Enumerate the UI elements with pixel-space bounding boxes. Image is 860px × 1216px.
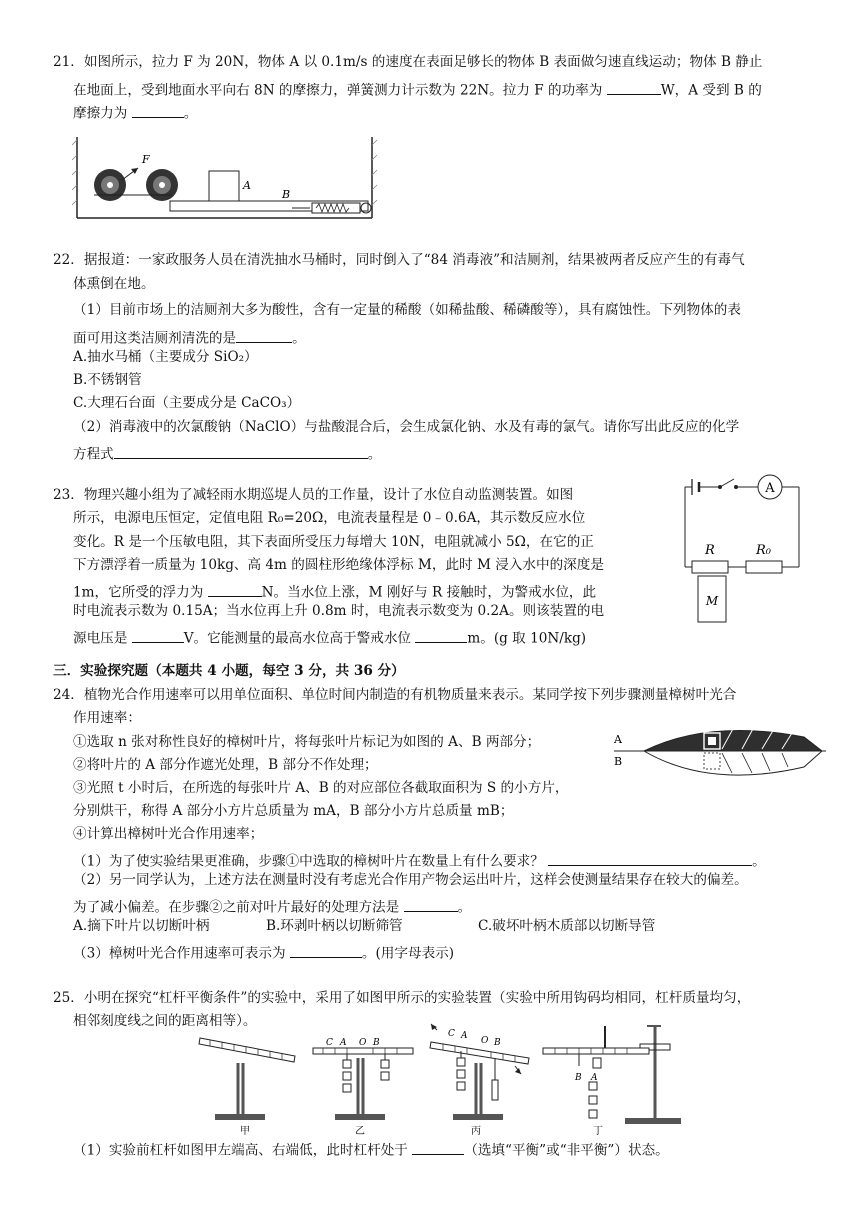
yi-label-A: A: [340, 1038, 347, 1048]
q23-line4: 下方漂浮着一质量为 10kg、高 4m 的圆柱形绝缘体浮标 M，此时 M 浸入水中的深度是: [73, 557, 604, 573]
q21-label-A: A: [243, 179, 251, 192]
q22-line8: （2）消毒液中的次氯酸钠（NaClO）与盐酸混合后，会生成氯化钠、水及有毒的氯气。请你写出此反应的化学: [73, 419, 740, 435]
q25-lever-figure: [195, 1018, 685, 1136]
q23-line5-text: 1m，它所受的浮力为: [73, 584, 204, 601]
lever-yi: [313, 1038, 413, 1136]
bing-label-A: A: [461, 1031, 468, 1041]
bing-label-C: C: [448, 1029, 455, 1039]
q21-line3-text: 摩擦力为: [73, 105, 128, 122]
q24-part3-text: （3）樟树叶光合作用速率可表示为: [73, 945, 286, 962]
q23-line5-tail: N。当水位上涨，M 刚好与 R 接触时，为警戒水位，此: [261, 584, 597, 601]
q22-answer-blank-1[interactable]: [236, 328, 292, 343]
q21-label-B: B: [282, 188, 291, 201]
q22-line4: [73, 328, 306, 346]
q21-pulley-figure: [72, 135, 380, 225]
q22-line9-end: 。: [367, 446, 382, 463]
q23-label-M: M: [705, 594, 719, 608]
q25-part1-tail: （选填“平衡”或“非平衡”）状态。: [464, 1142, 669, 1159]
q25-part1-text: （1）实验前杠杆如图甲左端高、右端低，此时杠杆处于: [73, 1142, 408, 1159]
q24-part2b: [73, 897, 471, 915]
q22-line1: 22．据报道：一家政服务人员在清洗抽水马桶时，同时倒入了“84 消毒液”和洁厕剂，结果被两者反应产生的有毒气: [53, 252, 745, 268]
q23-ammeter-label: A: [765, 481, 775, 496]
section3-heading: 三．实验探究题（本题共 4 小题，每空 3 分，共 36 分）: [53, 663, 405, 679]
q21-line2-tail: W，A 受到 B 的: [660, 82, 762, 99]
q24-part1: [73, 851, 766, 869]
q24-part2b-end: 。: [457, 899, 472, 916]
q21-answer-blank-1[interactable]: [607, 80, 661, 95]
q23-line2: 所示，电源电压恒定，定值电阻 R₀=20Ω，电流表量程是 0﹣0.6A，其示数反应水位: [73, 510, 586, 526]
q24-line1: 24．植物光合作用速率可以用单位面积、单位时间内制造的有机物质量来表示。某同学按下列步骤测量樟树叶光合: [53, 687, 737, 703]
q23-line1: 23．物理兴趣小组为了减轻雨水期巡堤人员的工作量，设计了水位自动监测装置。如图: [53, 487, 574, 503]
q22-line9-text: 方程式: [73, 446, 114, 463]
q23-line5: [73, 582, 596, 600]
q22-line3: （1）目前市场上的洁厕剂大多为酸性，含有一定量的稀酸（如稀盐酸、稀磷酸等），具有腐蚀性。下列物体的表: [73, 302, 741, 318]
q24-answer-blank-3[interactable]: [290, 943, 362, 958]
q21-line2-text: 在地面上，受到地面水平向右 8N 的摩擦力，弹簧测力计示数为 22N。拉力 F 的功率为: [73, 82, 603, 99]
ding-label-B: B: [575, 1073, 582, 1083]
bing-label-O: O: [481, 1036, 489, 1046]
yi-label-C: C: [326, 1038, 333, 1048]
caption-yi: 乙: [355, 1126, 365, 1136]
q24-answer-blank-2[interactable]: [404, 897, 458, 912]
caption-jia: 甲: [240, 1126, 250, 1136]
yi-label-B: B: [373, 1038, 380, 1048]
q24-part2b-text: 为了减小偏差。在步骤②之前对叶片最好的处理方法是: [73, 899, 400, 916]
q23-answer-blank-2[interactable]: [132, 628, 184, 643]
q25-answer-blank-1[interactable]: [412, 1140, 464, 1155]
q22-line4-end: 。: [292, 330, 306, 347]
lever-bing: [430, 1024, 529, 1136]
q21-line2: [73, 80, 762, 98]
ding-label-A: A: [591, 1073, 598, 1083]
q24-leaf-figure: [614, 713, 834, 793]
yi-label-O: O: [359, 1038, 367, 1048]
q24-step2: ②将叶片的 A 部分作遮光处理，B 部分不作处理；: [73, 757, 378, 773]
q25-line1: 25．小明在探究“杠杆平衡条件”的实验中，采用了如图甲所示的实验装置（实验中所用钩码均相同，杠杆质量均匀，: [53, 990, 751, 1006]
q22-option-a: A.抽水马桶（主要成分 SiO₂）: [73, 349, 258, 365]
q23-circuit-figure: [660, 470, 820, 640]
q23-answer-blank-3[interactable]: [415, 628, 467, 643]
q24-option-c: C.破坏叶柄木质部以切断导管: [478, 918, 656, 934]
lever-jia: [199, 1038, 295, 1136]
q23-line3: 变化。R 是一个压敏电阻，其下表面所受压力每增大 10N，电阻就减小 5Ω，在它的正: [73, 534, 594, 550]
q23-answer-blank-1[interactable]: [208, 582, 262, 597]
q22-option-c: C.大理石台面（主要成分是 CaCO₃）: [73, 395, 301, 411]
q22-option-b: B.不锈钢管: [73, 372, 142, 388]
q24-option-b: B.环剥叶柄以切断筛管: [266, 918, 403, 934]
q23-line7-mid: V。它能测量的最高水位高于警戒水位: [183, 630, 412, 647]
q23-line6: 时电流表示数为 0.15A；当水位再上升 0.8m 时，电流表示数变为 0.2A。则该装置的电: [73, 603, 605, 619]
q24-part3: [73, 943, 454, 961]
q24-part1-text: （1）为了使实验结果更准确，步骤①中选取的樟树叶片在数量上有什么要求？: [73, 853, 544, 870]
bing-label-B: B: [494, 1038, 501, 1048]
q21-label-F: F: [142, 153, 150, 166]
q24-part3-tail: 。(用字母表示): [361, 945, 455, 962]
q21-line3: [73, 103, 197, 121]
q24-label-A: A: [614, 733, 622, 746]
q21-answer-blank-2[interactable]: [132, 103, 184, 118]
q21-line1: 21．如图所示，拉力 F 为 20N，物体 A 以 0.1m/s 的速度在表面足够长的物体 B 表面做匀速直线运动；物体 B 静止: [53, 54, 763, 70]
q24-part1-end: 。: [752, 853, 766, 870]
caption-ding: 丁: [593, 1126, 603, 1136]
q23-line7-tail: m。(g 取 10N/kg): [467, 630, 587, 647]
q24-step4: ④计算出樟树叶光合作用速率；: [73, 826, 264, 842]
q24-line2: 作用速率：: [73, 710, 141, 726]
q22-line4-text: 面可用这类洁厕剂清洗的是: [73, 330, 237, 347]
q23-line7-text: 源电压是: [73, 630, 128, 647]
q24-step3b: 分别烘干，称得 A 部分小方片总质量为 mA，B 部分小方片总质量 mB；: [73, 803, 514, 819]
lever-ding: [543, 1026, 681, 1136]
q24-step3: ③光照 t 小时后，在所选的每张叶片 A、B 的对应部位各截取面积为 S 的小方片，: [73, 780, 569, 796]
q22-line9: [73, 444, 381, 462]
q25-part1: [73, 1140, 669, 1158]
q24-label-B: B: [614, 755, 623, 768]
q24-answer-blank-1[interactable]: [548, 851, 752, 866]
q23-label-R: R: [705, 543, 715, 558]
q22-line2: 体熏倒在地。: [73, 276, 155, 292]
q24-option-a: A.摘下叶片以切断叶柄: [73, 918, 210, 934]
caption-bing: 丙: [471, 1126, 481, 1136]
q22-answer-blank-2[interactable]: [114, 444, 368, 459]
q21-line3-end: 。: [183, 105, 198, 122]
q23-line7: [73, 628, 586, 646]
q24-step1: ①选取 n 张对称性良好的樟树叶片，将每张叶片标记为如图的 A、B 两部分；: [73, 734, 541, 750]
q23-label-R0: R₀: [756, 543, 771, 558]
q24-part2: （2）另一同学认为，上述方法在测量时没有考虑光合作用产物会运出叶片，这样会使测量结果存在较大的偏差。: [73, 872, 748, 888]
q25-line2: 相邻刻度线之间的距离相等）。: [73, 1013, 257, 1029]
